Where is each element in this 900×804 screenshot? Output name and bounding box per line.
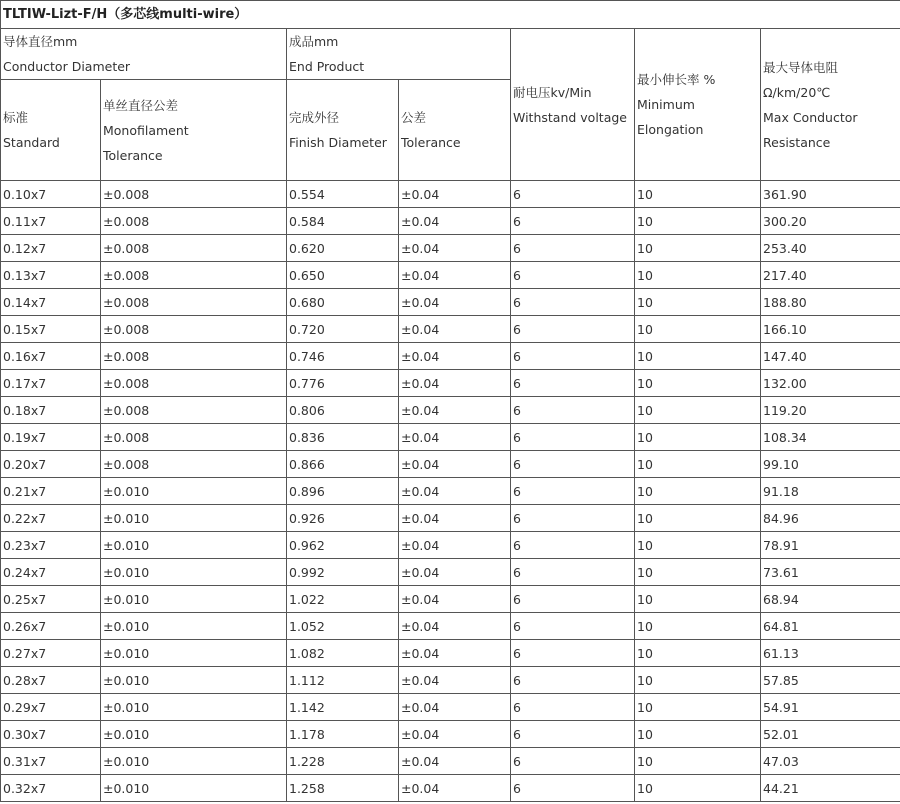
mono-tolerance-cell: ±0.008 bbox=[101, 289, 287, 316]
table-row bbox=[1, 532, 900, 559]
mono-tolerance-cell: ±0.010 bbox=[101, 478, 287, 505]
finish-diameter-cell: 0.584 bbox=[287, 208, 399, 235]
tolerance-cell: ±0.04 bbox=[399, 667, 511, 694]
max-resistance-unit: Ω/km/20℃ bbox=[763, 84, 831, 100]
finish-diameter-cell: 1.052 bbox=[287, 613, 399, 640]
elongation-cell: 10 bbox=[635, 289, 761, 316]
tolerance-cell: ±0.04 bbox=[399, 775, 511, 802]
elongation-cell: 10 bbox=[635, 640, 761, 667]
finish-diameter-cell: 1.112 bbox=[287, 667, 399, 694]
standard-cell: 0.26x7 bbox=[1, 613, 101, 640]
standard-header bbox=[1, 80, 101, 181]
resistance-cell: 52.01 bbox=[761, 721, 900, 748]
standard-cell: 0.25x7 bbox=[1, 586, 101, 613]
resistance-cell: 361.90 bbox=[761, 181, 900, 208]
tolerance-cell: ±0.04 bbox=[399, 343, 511, 370]
finish-diameter-cell: 0.650 bbox=[287, 262, 399, 289]
voltage-cell: 6 bbox=[511, 775, 635, 802]
mono-tolerance-cell: ±0.010 bbox=[101, 775, 287, 802]
end-product-cn: 成品mm bbox=[289, 34, 339, 49]
elongation-cell: 10 bbox=[635, 181, 761, 208]
elongation-cell: 10 bbox=[635, 667, 761, 694]
resistance-cell: 147.40 bbox=[761, 343, 900, 370]
mono-tolerance-cell: ±0.008 bbox=[101, 424, 287, 451]
mono-tolerance-cell: ±0.010 bbox=[101, 748, 287, 775]
voltage-cell: 6 bbox=[511, 370, 635, 397]
monofilament-en2: Tolerance bbox=[103, 147, 163, 163]
monofilament-en1: Monofilament bbox=[103, 122, 189, 138]
resistance-cell: 73.61 bbox=[761, 559, 900, 586]
finish-diameter-cell: 0.620 bbox=[287, 235, 399, 262]
mono-tolerance-cell: ±0.008 bbox=[101, 235, 287, 262]
finish-diameter-cell: 0.866 bbox=[287, 451, 399, 478]
standard-cell: 0.11x7 bbox=[1, 208, 101, 235]
monofilament-cn: 单丝直径公差 bbox=[103, 97, 179, 113]
elongation-cell: 10 bbox=[635, 586, 761, 613]
mono-tolerance-cell: ±0.010 bbox=[101, 559, 287, 586]
tolerance-cell: ±0.04 bbox=[399, 748, 511, 775]
resistance-cell: 44.21 bbox=[761, 775, 900, 802]
tolerance-cell: ±0.04 bbox=[399, 181, 511, 208]
table-row bbox=[1, 640, 900, 667]
end-product-header bbox=[287, 29, 511, 80]
voltage-cell: 6 bbox=[511, 478, 635, 505]
table-row bbox=[1, 478, 900, 505]
table-row bbox=[1, 208, 900, 235]
voltage-cell: 6 bbox=[511, 343, 635, 370]
resistance-cell: 119.20 bbox=[761, 397, 900, 424]
finish-diameter-header bbox=[287, 80, 399, 181]
min-elongation-header bbox=[635, 29, 761, 181]
finish-diameter-cell: 1.082 bbox=[287, 640, 399, 667]
standard-cell: 0.24x7 bbox=[1, 559, 101, 586]
voltage-cell: 6 bbox=[511, 559, 635, 586]
table-row bbox=[1, 451, 900, 478]
resistance-cell: 64.81 bbox=[761, 613, 900, 640]
tolerance-header bbox=[399, 80, 511, 181]
finish-diameter-cn: 完成外径 bbox=[289, 110, 340, 125]
mono-tolerance-cell: ±0.010 bbox=[101, 505, 287, 532]
table-row bbox=[1, 316, 900, 343]
finish-diameter-cell: 0.896 bbox=[287, 478, 399, 505]
tolerance-cell: ±0.04 bbox=[399, 235, 511, 262]
table-row bbox=[1, 397, 900, 424]
elongation-cell: 10 bbox=[635, 235, 761, 262]
mono-tolerance-cell: ±0.010 bbox=[101, 586, 287, 613]
finish-diameter-cell: 1.142 bbox=[287, 694, 399, 721]
voltage-cell: 6 bbox=[511, 289, 635, 316]
min-elongation-en2: Elongation bbox=[637, 122, 704, 137]
voltage-cell: 6 bbox=[511, 532, 635, 559]
finish-diameter-cell: 0.746 bbox=[287, 343, 399, 370]
table-row bbox=[1, 289, 900, 316]
table-row bbox=[1, 613, 900, 640]
standard-cell: 0.17x7 bbox=[1, 370, 101, 397]
elongation-cell: 10 bbox=[635, 397, 761, 424]
mono-tolerance-cell: ±0.008 bbox=[101, 397, 287, 424]
resistance-cell: 166.10 bbox=[761, 316, 900, 343]
resistance-cell: 300.20 bbox=[761, 208, 900, 235]
standard-cell: 0.19x7 bbox=[1, 424, 101, 451]
withstand-voltage-header bbox=[511, 29, 635, 181]
tolerance-cell: ±0.04 bbox=[399, 478, 511, 505]
tolerance-cell: ±0.04 bbox=[399, 559, 511, 586]
mono-tolerance-cell: ±0.008 bbox=[101, 370, 287, 397]
tolerance-cell: ±0.04 bbox=[399, 586, 511, 613]
mono-tolerance-cell: ±0.008 bbox=[101, 451, 287, 478]
elongation-cell: 10 bbox=[635, 721, 761, 748]
table-row bbox=[1, 721, 900, 748]
conductor-diameter-en: Conductor Diameter bbox=[3, 59, 131, 74]
elongation-cell: 10 bbox=[635, 532, 761, 559]
elongation-cell: 10 bbox=[635, 613, 761, 640]
mono-tolerance-cell: ±0.010 bbox=[101, 667, 287, 694]
voltage-cell: 6 bbox=[511, 694, 635, 721]
voltage-cell: 6 bbox=[511, 640, 635, 667]
resistance-cell: 91.18 bbox=[761, 478, 900, 505]
standard-cell: 0.21x7 bbox=[1, 478, 101, 505]
resistance-cell: 57.85 bbox=[761, 667, 900, 694]
table-row bbox=[1, 343, 900, 370]
withstand-voltage-en: Withstand voltage bbox=[513, 109, 627, 125]
resistance-cell: 217.40 bbox=[761, 262, 900, 289]
finish-diameter-cell: 0.992 bbox=[287, 559, 399, 586]
voltage-cell: 6 bbox=[511, 505, 635, 532]
standard-cell: 0.12x7 bbox=[1, 235, 101, 262]
tolerance-cell: ±0.04 bbox=[399, 397, 511, 424]
voltage-cell: 6 bbox=[511, 181, 635, 208]
elongation-cell: 10 bbox=[635, 370, 761, 397]
standard-cell: 0.18x7 bbox=[1, 397, 101, 424]
voltage-cell: 6 bbox=[511, 397, 635, 424]
tolerance-cell: ±0.04 bbox=[399, 451, 511, 478]
voltage-cell: 6 bbox=[511, 262, 635, 289]
standard-cell: 0.28x7 bbox=[1, 667, 101, 694]
mono-tolerance-cell: ±0.008 bbox=[101, 262, 287, 289]
max-resistance-cn: 最大导体电阻 bbox=[763, 59, 839, 75]
max-resistance-header bbox=[761, 29, 900, 181]
finish-diameter-cell: 0.720 bbox=[287, 316, 399, 343]
table-row bbox=[1, 559, 900, 586]
conductor-diameter-cn: 导体直径mm bbox=[3, 34, 78, 49]
voltage-cell: 6 bbox=[511, 316, 635, 343]
finish-diameter-en: Finish Diameter bbox=[289, 135, 387, 150]
resistance-cell: 84.96 bbox=[761, 505, 900, 532]
tolerance-cell: ±0.04 bbox=[399, 505, 511, 532]
standard-en: Standard bbox=[3, 135, 60, 150]
table-row bbox=[1, 586, 900, 613]
standard-cell: 0.14x7 bbox=[1, 289, 101, 316]
elongation-cell: 10 bbox=[635, 424, 761, 451]
voltage-cell: 6 bbox=[511, 235, 635, 262]
min-elongation-en1: Minimum bbox=[637, 97, 695, 112]
voltage-cell: 6 bbox=[511, 613, 635, 640]
elongation-cell: 10 bbox=[635, 451, 761, 478]
standard-cell: 0.32x7 bbox=[1, 775, 101, 802]
resistance-cell: 108.34 bbox=[761, 424, 900, 451]
finish-diameter-cell: 0.962 bbox=[287, 532, 399, 559]
elongation-cell: 10 bbox=[635, 559, 761, 586]
standard-cell: 0.10x7 bbox=[1, 181, 101, 208]
mono-tolerance-cell: ±0.010 bbox=[101, 694, 287, 721]
table-row bbox=[1, 370, 900, 397]
max-resistance-en2: Resistance bbox=[763, 134, 831, 150]
standard-cell: 0.31x7 bbox=[1, 748, 101, 775]
resistance-cell: 188.80 bbox=[761, 289, 900, 316]
tolerance-cell: ±0.04 bbox=[399, 370, 511, 397]
standard-cell: 0.16x7 bbox=[1, 343, 101, 370]
table-row bbox=[1, 775, 900, 802]
finish-diameter-cell: 0.776 bbox=[287, 370, 399, 397]
finish-diameter-cell: 0.806 bbox=[287, 397, 399, 424]
mono-tolerance-cell: ±0.010 bbox=[101, 640, 287, 667]
voltage-cell: 6 bbox=[511, 667, 635, 694]
tolerance-en: Tolerance bbox=[401, 135, 461, 150]
elongation-cell: 10 bbox=[635, 505, 761, 532]
conductor-diameter-header bbox=[1, 29, 287, 80]
elongation-cell: 10 bbox=[635, 748, 761, 775]
finish-diameter-cell: 1.178 bbox=[287, 721, 399, 748]
finish-diameter-cell: 1.022 bbox=[287, 586, 399, 613]
finish-diameter-cell: 1.258 bbox=[287, 775, 399, 802]
tolerance-cell: ±0.04 bbox=[399, 532, 511, 559]
table-row bbox=[1, 667, 900, 694]
resistance-cell: 99.10 bbox=[761, 451, 900, 478]
resistance-cell: 61.13 bbox=[761, 640, 900, 667]
finish-diameter-cell: 0.926 bbox=[287, 505, 399, 532]
standard-cell: 0.22x7 bbox=[1, 505, 101, 532]
mono-tolerance-cell: ±0.010 bbox=[101, 613, 287, 640]
end-product-en: End Product bbox=[289, 59, 365, 74]
standard-cell: 0.29x7 bbox=[1, 694, 101, 721]
voltage-cell: 6 bbox=[511, 721, 635, 748]
max-resistance-en1: Max Conductor bbox=[763, 109, 858, 125]
finish-diameter-cell: 0.680 bbox=[287, 289, 399, 316]
table-row bbox=[1, 235, 900, 262]
elongation-cell: 10 bbox=[635, 478, 761, 505]
standard-cn: 标准 bbox=[3, 110, 29, 125]
resistance-cell: 132.00 bbox=[761, 370, 900, 397]
mono-tolerance-cell: ±0.008 bbox=[101, 316, 287, 343]
table-title: TLTIW-Lizt-F/H（多芯线multi-wire） bbox=[1, 1, 900, 29]
table-row bbox=[1, 748, 900, 775]
mono-tolerance-cell: ±0.010 bbox=[101, 532, 287, 559]
voltage-cell: 6 bbox=[511, 208, 635, 235]
resistance-cell: 47.03 bbox=[761, 748, 900, 775]
resistance-cell: 253.40 bbox=[761, 235, 900, 262]
table-row bbox=[1, 262, 900, 289]
resistance-cell: 54.91 bbox=[761, 694, 900, 721]
tolerance-cell: ±0.04 bbox=[399, 640, 511, 667]
finish-diameter-cell: 1.228 bbox=[287, 748, 399, 775]
monofilament-tolerance-header bbox=[101, 80, 287, 181]
tolerance-cell: ±0.04 bbox=[399, 721, 511, 748]
voltage-cell: 6 bbox=[511, 586, 635, 613]
mono-tolerance-cell: ±0.008 bbox=[101, 181, 287, 208]
tolerance-cell: ±0.04 bbox=[399, 316, 511, 343]
min-elongation-cn: 最小伸长率 % bbox=[637, 72, 716, 87]
tolerance-cell: ±0.04 bbox=[399, 262, 511, 289]
elongation-cell: 10 bbox=[635, 208, 761, 235]
standard-cell: 0.30x7 bbox=[1, 721, 101, 748]
elongation-cell: 10 bbox=[635, 694, 761, 721]
tolerance-cn: 公差 bbox=[401, 110, 427, 125]
tolerance-cell: ±0.04 bbox=[399, 289, 511, 316]
tolerance-cell: ±0.04 bbox=[399, 424, 511, 451]
standard-cell: 0.20x7 bbox=[1, 451, 101, 478]
mono-tolerance-cell: ±0.010 bbox=[101, 721, 287, 748]
tolerance-cell: ±0.04 bbox=[399, 208, 511, 235]
voltage-cell: 6 bbox=[511, 451, 635, 478]
elongation-cell: 10 bbox=[635, 262, 761, 289]
standard-cell: 0.27x7 bbox=[1, 640, 101, 667]
finish-diameter-cell: 0.836 bbox=[287, 424, 399, 451]
table-row bbox=[1, 694, 900, 721]
table-row bbox=[1, 505, 900, 532]
voltage-cell: 6 bbox=[511, 748, 635, 775]
elongation-cell: 10 bbox=[635, 775, 761, 802]
resistance-cell: 78.91 bbox=[761, 532, 900, 559]
tolerance-cell: ±0.04 bbox=[399, 613, 511, 640]
table-row bbox=[1, 424, 900, 451]
mono-tolerance-cell: ±0.008 bbox=[101, 208, 287, 235]
standard-cell: 0.13x7 bbox=[1, 262, 101, 289]
resistance-cell: 68.94 bbox=[761, 586, 900, 613]
elongation-cell: 10 bbox=[635, 316, 761, 343]
finish-diameter-cell: 0.554 bbox=[287, 181, 399, 208]
standard-cell: 0.15x7 bbox=[1, 316, 101, 343]
elongation-cell: 10 bbox=[635, 343, 761, 370]
mono-tolerance-cell: ±0.008 bbox=[101, 343, 287, 370]
tolerance-cell: ±0.04 bbox=[399, 694, 511, 721]
standard-cell: 0.23x7 bbox=[1, 532, 101, 559]
table-row bbox=[1, 181, 900, 208]
withstand-voltage-cn: 耐电压kv/Min bbox=[513, 84, 592, 100]
voltage-cell: 6 bbox=[511, 424, 635, 451]
